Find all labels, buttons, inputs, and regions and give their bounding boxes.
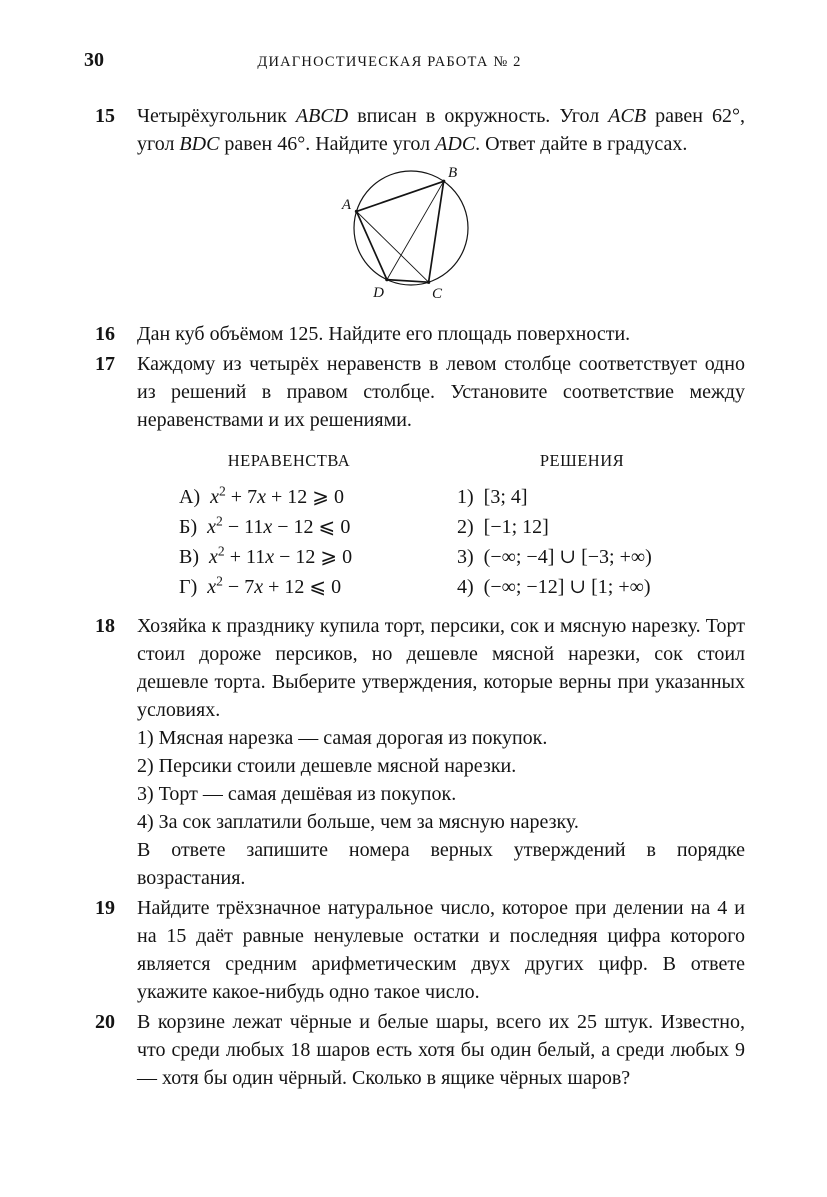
- problem-18-number: 18: [95, 615, 115, 637]
- problem-19-number: 19: [95, 897, 115, 919]
- problem-16-number: 16: [95, 323, 115, 345]
- statement-1: 1) Мясная нарезка — самая дорогая из покупок.: [137, 727, 548, 749]
- geometry-figure: [84, 164, 745, 306]
- problem-17-text: Каждому из четырёх неравенств в левом столбце соответствует одно из решений в правом столбце. Установите соответствие между неравенствами и их решениями.: [137, 353, 745, 431]
- problem-18: [95, 612, 745, 892]
- solution-row-1: 1) [3; 4]: [457, 486, 528, 508]
- problem-18-body: [137, 612, 745, 892]
- statement-2: 2) Персики стоили дешевле мясной нарезки.: [137, 755, 517, 777]
- running-header: ДИАГНОСТИЧЕСКАЯ РАБОТА № 2: [257, 54, 522, 70]
- solution-row-2: 2) [−1; 12]: [457, 516, 549, 538]
- page-number: 30: [84, 49, 104, 71]
- problem-17-number: 17: [95, 353, 115, 375]
- inequality-row-g: Г) $x^2 - 7x + 12$ ⩽ 0: [179, 573, 342, 598]
- problem-19: [95, 894, 745, 1006]
- label-A: A: [341, 197, 351, 213]
- problem-19-text: Найдите трёхзначное натуральное число, которое при делении на 4 и на 15 даёт равные ненулевые остатки и последняя цифра которого является средним арифметическим двух других цифр. В ответе укажите какое-нибудь одно такое число.: [137, 897, 745, 1003]
- inequality-row-v: В) $x^2 + 11x - 12$ ⩾ 0: [179, 543, 353, 568]
- problem-17-body: [137, 350, 745, 610]
- problem-16: [95, 320, 745, 348]
- solution-row-4: 4) (−∞; −12] ∪ [1; +∞): [457, 576, 651, 598]
- matching-table: [179, 446, 745, 602]
- inscribed-quadrilateral-figure: [339, 164, 491, 306]
- table-header-solutions: РЕШЕНИЯ: [539, 451, 625, 470]
- diagonal-BD: [386, 181, 443, 279]
- inequality-row-b: Б) $x^2 - 11x - 12$ ⩽ 0: [179, 513, 351, 538]
- label-B: B: [447, 165, 457, 181]
- inequality-row-a: А) $x^2 + 7x + 12$ ⩾ 0: [179, 483, 345, 508]
- circumscribed-circle: [354, 171, 468, 285]
- statement-4: 4) За сок заплатили больше, чем за мясную нарезку.: [137, 811, 579, 833]
- problem-18-text: Хозяйка к празднику купила торт, персики, сок и мясную нарезку. Торт стоил дороже персиков, но дешевле мясной нарезки, сок стоил дешевле торта. Выберите утверждения, которые верны при указанных условиях.: [137, 615, 745, 721]
- vertex-D: [385, 278, 388, 281]
- solution-row-3: 3) (−∞; −4] ∪ [−3; +∞): [457, 546, 652, 568]
- problem-15: [95, 102, 745, 158]
- table-header-inequalities: НЕРАВЕНСТВА: [227, 451, 351, 470]
- label-D: D: [372, 285, 384, 301]
- vertex-C: [426, 281, 429, 284]
- page-header: [84, 46, 745, 76]
- problem-20-number: 20: [95, 1011, 115, 1033]
- problem-20: [95, 1008, 745, 1092]
- problem-20-text: В корзине лежат чёрные и белые шары, всего их 25 штук. Известно, что среди любых 18 шаров есть хотя бы один белый, а среди любых 9 — хотя бы один чёрный. Сколько в ящике чёрных шаров?: [137, 1011, 745, 1089]
- problem-18-answer-note: В ответе запишите номера верных утверждений в порядке возрастания.: [137, 839, 745, 889]
- vertex-B: [442, 180, 445, 183]
- statement-3: 3) Торт — самая дешёвая из покупок.: [137, 783, 457, 805]
- label-C: C: [431, 286, 442, 302]
- vertex-A: [354, 210, 357, 213]
- problem-16-text: Дан куб объёмом 125. Найдите его площадь поверхности.: [137, 323, 631, 345]
- problem-15-number: 15: [95, 105, 115, 127]
- diagonal-AC: [356, 211, 428, 282]
- problem-15-text: Четырёхугольник ABCD вписан в окружность. Угол ACB равен 62°, угол BDC равен 46°. Найдите угол ADC. Ответ дайте в градусах.: [137, 105, 746, 155]
- problem-17: [95, 350, 745, 610]
